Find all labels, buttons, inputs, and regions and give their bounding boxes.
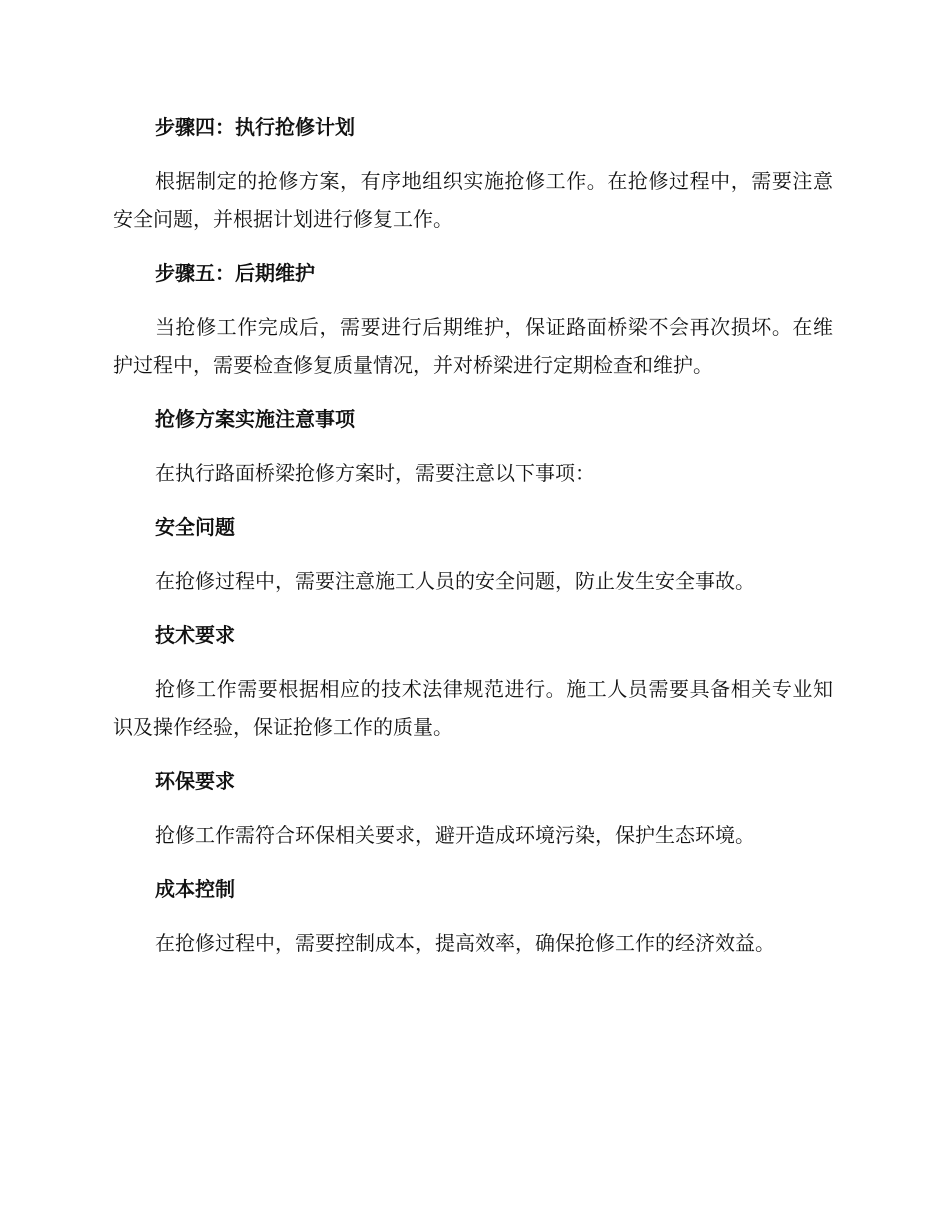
section-paragraph-step-four: 根据制定的抢修方案，有序地组织实施抢修工作。在抢修过程中，需要注意安全问题，并根据计划进行修复工作。 (113, 169, 833, 231)
section-paragraph-cost: 在抢修过程中，需要控制成本，提高效率，确保抢修工作的经济效益。 (155, 931, 775, 955)
section-paragraph-step-five: 当抢修工作完成后，需要进行后期维护，保证路面桥梁不会再次损坏。在维护过程中，需要检查修复质量情况，并对桥梁进行定期检查和维护。 (113, 315, 833, 377)
section-paragraph-precautions: 在执行路面桥梁抢修方案时，需要注意以下事项： (155, 461, 595, 485)
section-heading-technical: 技术要求 (155, 623, 235, 647)
section-heading-environmental: 环保要求 (155, 769, 235, 793)
section-heading-step-four: 步骤四：执行抢修计划 (155, 115, 355, 139)
section-heading-precautions: 抢修方案实施注意事项 (155, 407, 355, 431)
section-heading-safety: 安全问题 (155, 515, 235, 539)
section-paragraph-technical: 抢修工作需要根据相应的技术法律规范进行。施工人员需要具备相关专业知识及操作经验，保证抢修工作的质量。 (113, 677, 833, 739)
section-paragraph-environmental: 抢修工作需符合环保相关要求，避开造成环境污染，保护生态环境。 (155, 823, 755, 847)
section-paragraph-safety: 在抢修过程中，需要注意施工人员的安全问题，防止发生安全事故。 (155, 569, 755, 593)
document-body (113, 108, 833, 962)
section-heading-cost: 成本控制 (155, 877, 235, 901)
section-heading-step-five: 步骤五：后期维护 (155, 261, 315, 285)
